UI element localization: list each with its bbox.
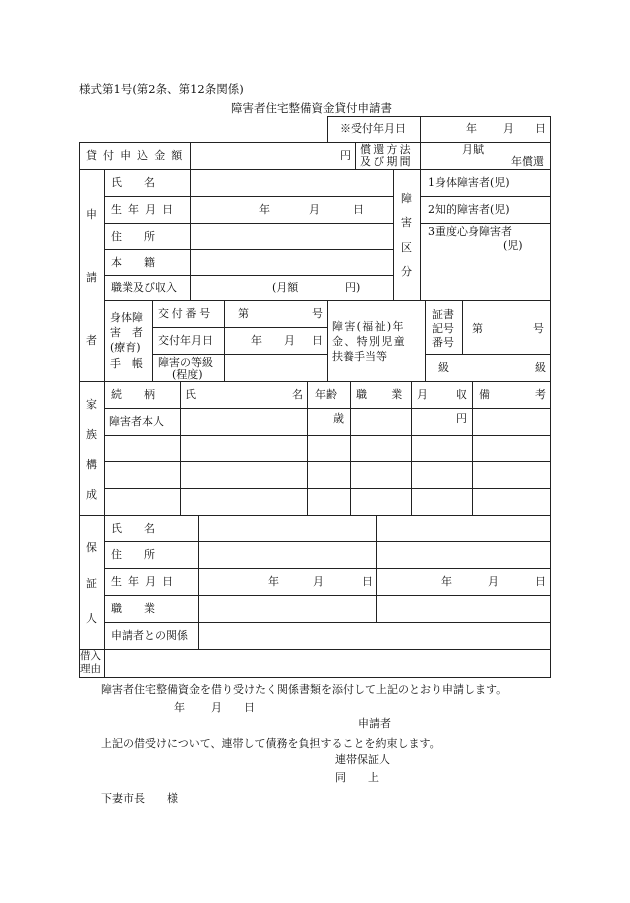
reception-day-unit: 日 [535, 122, 546, 135]
issue-number-prefix: 第 [238, 307, 249, 320]
pension-label-line-1: 障害(福祉)年 [332, 320, 405, 333]
applicant-birth-month-unit: 月 [309, 203, 320, 216]
applicant-signature-label: 申請者 [358, 717, 391, 730]
reception-year-unit: 年 [466, 122, 477, 135]
guarantor-address-label: 住 所 [111, 548, 155, 561]
guarantee-statement: 上記の借受けについて、連帯して債務を負担することを約束します。 [101, 737, 441, 750]
reception-month-unit: 月 [503, 122, 514, 135]
form-title: 障害者住宅整備資金貸付申請書 [231, 101, 392, 115]
loan-amount-label: 貸付申込金額 [86, 149, 189, 162]
applicant-section-char-2: 請 [86, 271, 97, 284]
applicant-job-income-label: 職業及び収入 [111, 281, 177, 294]
repayment-method-label: 償還方法 [360, 143, 413, 156]
issue-day-unit: 日 [312, 334, 323, 347]
certificate-label-line-3: 番号 [432, 336, 454, 349]
pension-grade-unit-left: 級 [438, 361, 449, 374]
issue-month-unit: 月 [284, 334, 295, 347]
guarantor-birth-year-unit: 年 [268, 575, 279, 588]
certificate-label-line-2: 記号 [432, 322, 454, 335]
monthly-amount-unit: 円) [345, 281, 361, 294]
applicant-name-label: 氏 名 [111, 176, 155, 189]
applicant-section-char-3: 者 [86, 334, 97, 347]
family-header-age: 年齢 [315, 388, 337, 401]
guarantor-job-label: 職 業 [111, 602, 155, 615]
pension-label-line-2: 金、特別児童 [332, 335, 406, 348]
certificate-label-line-1: 証書 [432, 308, 454, 321]
certificate-number-prefix: 第 [472, 322, 483, 335]
repayment-period-label: 及び期間 [360, 155, 413, 168]
family-section-char-3: 構 [86, 458, 97, 471]
category-char-4: 分 [401, 265, 412, 278]
handbook-label-line-2: 害 者 [110, 326, 143, 339]
pension-label-line-3: 扶養手当等 [332, 350, 387, 363]
issue-year-unit: 年 [251, 334, 262, 347]
handbook-label-line-4: 手 帳 [110, 357, 143, 370]
family-age-unit: 歳 [333, 412, 344, 425]
years-repayment-unit: 年償還 [511, 155, 544, 168]
guarantor-section-char-2: 証 [86, 577, 97, 590]
family-header-relation: 続 柄 [111, 388, 155, 401]
guarantor2-birth-year-unit: 年 [441, 575, 452, 588]
guarantor-section-char-3: 人 [86, 612, 97, 625]
family-header-name-left: 氏 [185, 388, 196, 401]
category-char-3: 区 [401, 241, 412, 254]
certificate-number-suffix: 号 [533, 322, 544, 335]
guarantor2-birth-day-unit: 日 [535, 575, 546, 588]
loan-reason-label-line-2: 理由 [80, 663, 101, 675]
guarantor-birth-day-unit: 日 [362, 575, 373, 588]
category-char-1: 障 [401, 192, 412, 205]
loan-reason-label-line-1: 借入 [80, 650, 101, 662]
category-option-physical: 1身体障害者(児) [428, 176, 510, 189]
applicant-birth-day-unit: 日 [353, 203, 364, 216]
family-row-self-relation: 障害者本人 [109, 415, 164, 428]
category-option-severe: 3重度心身障害者 [428, 225, 512, 238]
joint-guarantor-same-label: 同 上 [335, 771, 379, 784]
family-header-income-left: 月 [417, 388, 428, 401]
applicant-birthdate-label: 生年月日 [111, 203, 180, 216]
category-option-intellectual: 2知的障害者(児) [428, 203, 510, 216]
applicant-address-label: 住 所 [111, 230, 155, 243]
family-section-char-2: 族 [86, 428, 97, 441]
family-header-remarks-left: 備 [479, 388, 490, 401]
guarantor-relation-label: 申請者との関係 [111, 629, 188, 642]
applicant-section-char-1: 申 [86, 208, 97, 221]
family-header-remarks-right: 考 [535, 388, 546, 401]
application-date-month-unit: 月 [211, 701, 222, 714]
family-header-income-right: 収 [456, 388, 467, 401]
guarantor-section-char-1: 保 [86, 541, 97, 554]
guarantor-birth-month-unit: 月 [313, 575, 324, 588]
family-header-name-right: 名 [292, 388, 303, 401]
monthly-amount-prefix: (月額 [272, 281, 299, 294]
handbook-label-line-1: 身体障 [110, 311, 143, 324]
application-date-year-unit: 年 [174, 701, 185, 714]
guarantor-birthdate-label: 生年月日 [111, 575, 180, 588]
monthly-installment-unit: 月賦 [462, 143, 484, 156]
issue-number-suffix: 号 [312, 307, 323, 320]
application-date-day-unit: 日 [244, 701, 255, 714]
joint-guarantor-label: 連帯保証人 [335, 753, 390, 766]
pension-grade-unit-right: 級 [535, 361, 546, 374]
disability-grade-label: 障害の等級 [158, 356, 213, 369]
addressee: 下妻市長 様 [101, 792, 178, 805]
family-income-unit: 円 [456, 412, 467, 425]
applicant-domicile-label: 本 籍 [111, 256, 155, 269]
handbook-label-line-3: (療育) [110, 341, 141, 354]
form-number: 様式第1号(第2条、第12条関係) [79, 82, 244, 96]
issue-date-label: 交付年月日 [158, 334, 213, 347]
reception-date-label: ※受付年月日 [340, 122, 406, 135]
category-char-2: 害 [401, 216, 412, 229]
family-section-char-4: 成 [86, 488, 97, 501]
disability-grade-sublabel: (程度) [172, 368, 203, 381]
application-statement: 障害者住宅整備資金を借り受けたく関係書類を添付して上記のとおり申請します。 [101, 683, 508, 696]
family-section-char-1: 家 [86, 398, 97, 411]
applicant-birth-year-unit: 年 [259, 203, 270, 216]
guarantor2-birth-month-unit: 月 [488, 575, 499, 588]
issue-number-label: 交付番号 [158, 307, 213, 320]
guarantor-name-label: 氏 名 [111, 522, 155, 535]
category-option-severe-suffix: (児) [503, 239, 523, 252]
loan-amount-yen-unit: 円 [340, 149, 351, 162]
family-header-job: 職 業 [356, 388, 409, 401]
